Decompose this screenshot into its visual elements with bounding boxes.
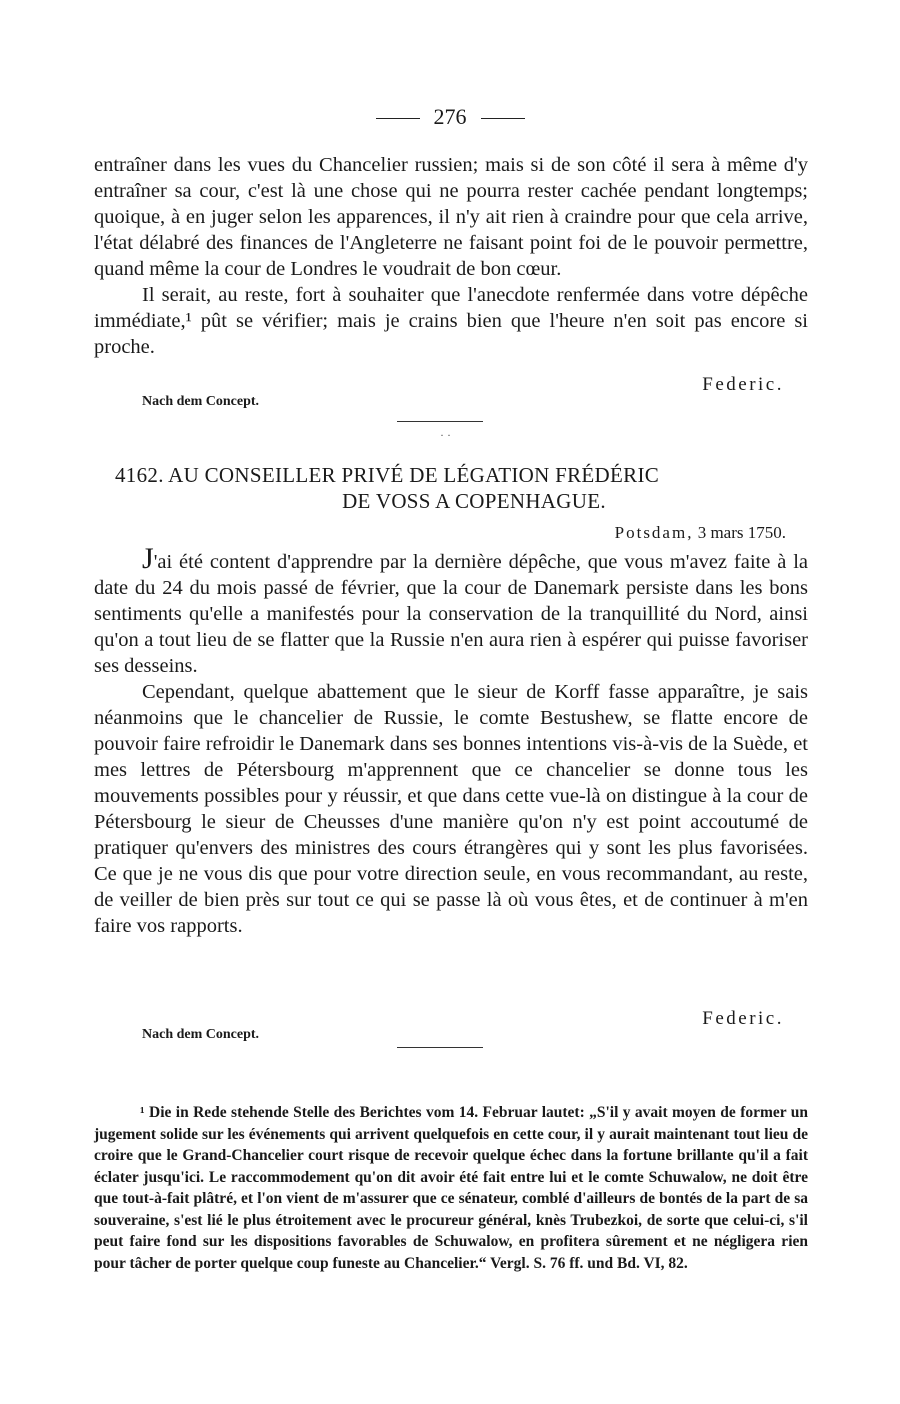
letter-body [94,542,808,939]
drop-cap: J [142,542,154,575]
footnote-divider [397,1047,483,1048]
heading-line: 4162. AU CONSEILLER PRIVÉ DE LÉGATION FRÉDÉRIC [115,463,660,487]
footnote-text: ¹ Die in Rede stehende Stelle des Berichtes vom 14. Februar lautet: „S'il y avait moyen de former un jugement solide sur les événements qui arrivent quelquefois en cette cour, il y aurait maintenant tout lieu de croire que le Grand-Chancelier court risque de recevoir quelque échec dans la fortune brillante qu'il a fait éclater jusqu'ici. Le raccommodement qu'on dit avoir été fait entre lui et le comte Schuwalow, ne doit être que tout-à-fait plâtré, et l'on vient de m'assurer que ce sénateur, comblé d'ailleurs de bontés de la part de sa souveraine, s'est lié le plus étroitement avec le procureur général, knès Trubezkoi, de sorte que celui-ci, s'il peut faire fond sur les dispositions favorables de Schuwalow, en profitera sûrement et ne négligera rien pour tâcher de porter quelque coup funeste au Chancelier.“ Vergl. S. 76 ff. und Bd. VI, 82. [94,1104,808,1272]
signature: Federic. [702,1008,784,1029]
paragraph: Il serait, au reste, fort à souhaiter que l'anecdote renfermée dans votre dépêche immédiate,¹ pût se vérifier; mais je crains bien que l'heure n'en soit pas encore si proche. [94,284,808,358]
section-divider [397,421,483,422]
header-rule-right [481,118,525,119]
paragraph-text: 'ai été content d'apprendre par la dernière dépêche, que vous m'avez faite à la date du 24 du mois passé de février, que la cour de Danemark persiste dans les bons sentiments qu'elle a manifestés pour la conservation de la tranquillité du Nord, ainsi qu'on a tout lieu de se flatter que la Russie n'en aura rien à espérer qui puisse favoriser ses desseins. [94,551,808,677]
letter-continuation [94,152,808,360]
paragraph [94,542,808,679]
source-note: Nach dem Concept. [142,394,260,409]
footnote [94,1102,808,1274]
dateline-place: Potsdam, [614,523,694,542]
divider-dots: · · [440,428,451,442]
dateline [615,523,786,543]
paragraph: Cependant, quelque abattement que le sieur de Korff fasse apparaître, je sais néanmoins que le chancelier de Russie, le comte Bestushew, se flatte encore de pouvoir faire refroidir le Danemark dans ses bonnes intentions vis-à-vis de la Suède, et mes lettres de Pétersbourg m'apprennent que ce chancelier se donne tous les mouvements possibles pour y réussir, et que dans cette vue-là on distingue à la cour de Pétersbourg le sieur de Cheusses d'une manière qu'on n'y est point accoutumé de pratiquer qu'envers des ministres des cours étrangères qui y sont les plus favorisées. Ce que je ne vous dis que pour votre direction seule, en vous recommandant, au reste, de veiller de bien près sur tout ce qui se passe là où vous êtes, et de continuer à m'en faire vos rapports. [94,681,808,937]
letter-heading [115,462,795,514]
source-note: Nach dem Concept. [142,1027,260,1042]
paragraph: entraîner dans les vues du Chancelier russien; mais si de son côté il sera à même d'y entraîner sa cour, c'est là une chose qui ne pourra rester cachée pendant longtemps; quoique, à en juger selon les apparences, il n'y ait rien à craindre pour que cela arrive, l'état délabré des finances de l'Angleterre ne faisant point foi de le pouvoir permettre, quand même la cour de Londres le voudrait de bon cœur. [94,154,808,280]
signature: Federic. [702,374,784,395]
heading-line: DE VOSS A COPENHAGUE. [342,489,606,513]
page-number-header [0,104,900,130]
header-rule-left [376,118,420,119]
page-number: 276 [433,104,467,129]
dateline-date: 3 mars 1750. [697,523,786,542]
